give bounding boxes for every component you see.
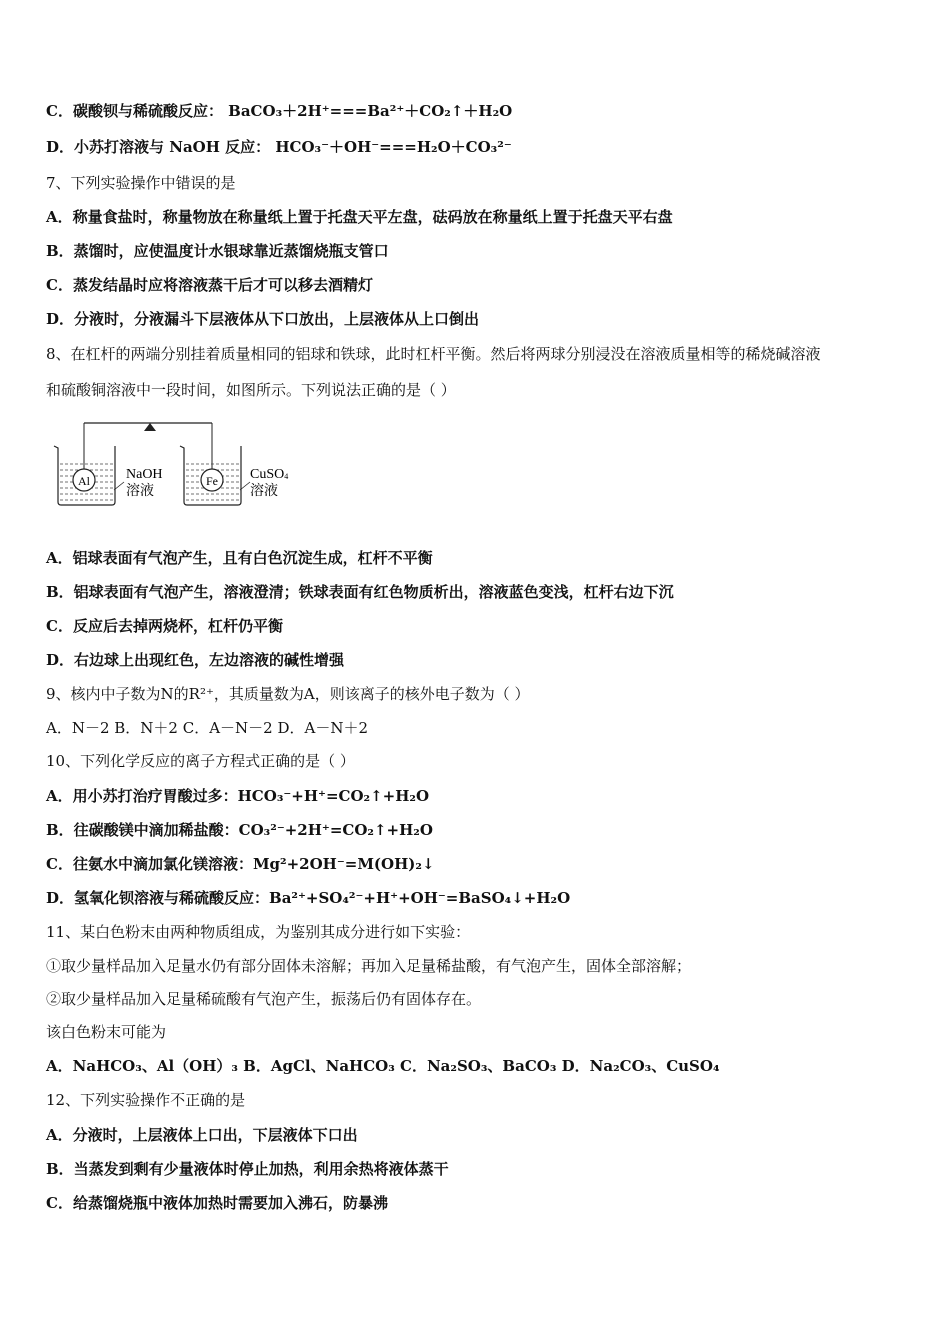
cuso4-solution-label: 溶液 <box>250 484 278 499</box>
option-7a: A．称量食盐时，称量物放在称量纸上置于托盘天平左盘，砝码放在称量纸上置于托盘天平右盘 <box>46 208 673 226</box>
option-12c: C．给蒸馏烧瓶中液体加热时需要加入沸石，防暴沸 <box>46 1194 388 1212</box>
question-12: 12、下列实验操作不正确的是 <box>46 1091 246 1109</box>
question-10: 10、下列化学反应的离子方程式正确的是（ ） <box>46 752 355 770</box>
option-8b: B．铝球表面有气泡产生，溶液澄清；铁球表面有红色物质析出，溶液蓝色变浅，杠杆右边下沉 <box>46 583 674 601</box>
option-6d: D．小苏打溶液与 NaOH 反应： HCO₃⁻＋OH⁻===H₂O＋CO₃²⁻ <box>46 138 512 156</box>
question-7: 7、下列实验操作中错误的是 <box>46 174 236 192</box>
options-9: A．N－2 B．N＋2 C．A－N－2 D．A－N＋2 <box>46 719 369 737</box>
option-10d: D．氢氧化钡溶液与稀硫酸反应：Ba²⁺+SO₄²⁻+H⁺+OH⁻=BaSO₄↓+H₂O <box>46 889 571 907</box>
option-8d: D．右边球上出现红色，左边溶液的碱性增强 <box>46 651 345 669</box>
experiment-2: ②取少量样品加入足量稀硫酸有气泡产生，振荡后仍有固体存在。 <box>46 990 482 1008</box>
question-11-prompt: 该白色粉末可能为 <box>46 1023 167 1041</box>
question-8-cont: 和硫酸铜溶液中一段时间，如图所示。下列说法正确的是（ ） <box>46 381 456 399</box>
lever-beaker-figure <box>52 418 302 512</box>
question-8: 8、在杠杆的两端分别挂着质量相同的铝球和铁球，此时杠杆平衡。然后将两球分别浸没在溶液质量相等的稀烧碱溶液 <box>46 345 821 363</box>
option-7c: C．蒸发结晶时应将溶液蒸干后才可以移去酒精灯 <box>46 276 373 294</box>
option-8c: C．反应后去掉两烧杯，杠杆仍平衡 <box>46 617 283 635</box>
option-10c: C．往氨水中滴加氯化镁溶液：Mg²+2OH⁻=M(OH)₂↓ <box>46 855 435 873</box>
question-11: 11、某白色粉末由两种物质组成，为鉴别其成分进行如下实验： <box>46 923 471 941</box>
option-6c: C．碳酸钡与稀硫酸反应： BaCO₃＋2H⁺===Ba²⁺＋CO₂↑＋H₂O <box>46 102 513 120</box>
iron-ball-label: Fe <box>206 474 218 488</box>
option-8a: A．铝球表面有气泡产生，且有白色沉淀生成，杠杆不平衡 <box>46 549 433 567</box>
naoh-label: NaOH <box>126 467 163 482</box>
aluminum-ball-label: Al <box>78 474 90 488</box>
options-11: A．NaHCO₃、Al（OH）₃ B．AgCl、NaHCO₃ C．Na₂SO₃、BaCO₃ D．Na₂CO₃、CuSO₄ <box>46 1057 720 1075</box>
option-12a: A．分液时，上层液体上口出，下层液体下口出 <box>46 1126 358 1144</box>
option-10b: B．往碳酸镁中滴加稀盐酸：CO₃²⁻+2H⁺=CO₂↑+H₂O <box>46 821 433 839</box>
experiment-1: ①取少量样品加入足量水仍有部分固体未溶解；再加入足量稀盐酸，有气泡产生，固体全部溶解； <box>46 957 692 975</box>
option-7d: D．分液时，分液漏斗下层液体从下口放出，上层液体从上口倒出 <box>46 310 480 328</box>
cuso4-label: CuSO4 <box>250 467 289 482</box>
option-7b: B．蒸馏时，应使温度计水银球靠近蒸馏烧瓶支管口 <box>46 242 389 260</box>
question-9: 9、核内中子数为N的R²⁺，其质量数为A，则该离子的核外电子数为（ ） <box>46 685 530 703</box>
naoh-solution-label: 溶液 <box>126 484 154 499</box>
option-10a: A．用小苏打治疗胃酸过多：HCO₃⁻+H⁺=CO₂↑+H₂O <box>46 787 430 805</box>
option-12b: B．当蒸发到剩有少量液体时停止加热，利用余热将液体蒸干 <box>46 1160 449 1178</box>
